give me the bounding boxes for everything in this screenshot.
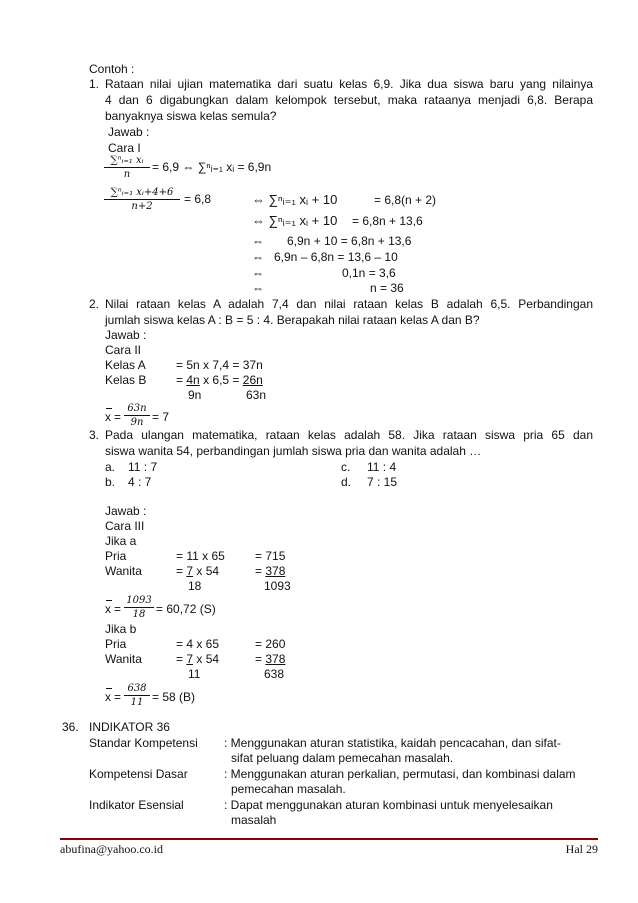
mean-bar [106,600,112,601]
sum-value: 638 [264,667,285,681]
row-label: Wanita [105,564,142,578]
option-letter: c. [341,460,351,474]
question-text-line: banyaknya siswa kelas semula? [105,109,277,123]
sum-value: 1093 [264,579,291,593]
expression-middle: x 54 [196,652,220,666]
equals-sign: = [114,410,122,424]
underlined-value: 7 [186,564,194,578]
fraction-denominator: n+2 [104,199,180,213]
fraction [124,402,150,429]
option-letter: b. [105,475,116,489]
example-heading: Contoh : [89,62,135,76]
question-text-line: jumlah siswa kelas A : B = 5 : 4. Berapakah nilai rataan kelas A dan B? [105,313,480,327]
fraction [124,594,154,621]
equals-sign: = [114,602,122,616]
case-label: Jika a [105,534,137,548]
sum-value: 18 [188,579,202,593]
equals-sign: = [114,690,122,704]
result: = 58 (B) [152,690,196,704]
question-text-line: Nilai rataan kelas A adalah 7,4 dan nilai rataan kelas B adalah 6,5. Perbandingan [105,297,593,311]
indicator-label: Standar Kompetensi [89,736,198,750]
fraction-denominator: 9n [124,415,150,429]
fraction-numerator: 63n [127,403,147,414]
result: = 60,72 (S) [156,602,216,616]
equals-sign: = [176,564,184,578]
expression-middle: x 6,5 = [203,373,240,387]
footer-email: abufina@yahoo.co.id [60,842,164,856]
question-number: 2. [89,297,100,311]
equation-step-left: ⇔ ∑ⁿᵢ₌₁ xᵢ + 10 [252,213,338,228]
equation-step-right: 6,9n + 10 = 6,8n + 13,6 [287,234,412,248]
fraction-denominator: 11 [124,695,150,709]
section-number: 36. [62,720,79,734]
indicator-value: sifat peluang dalam pemecahan masalah. [231,751,454,765]
equation-step-left: ⇔ [252,234,264,248]
equation-step-right: = 6,8n + 13,6 [352,214,423,228]
equation-step-right: = 6,8(n + 2) [374,193,437,207]
equation-step-left: ⇔ [252,250,264,264]
equation-step-right: 0,1n = 3,6 [342,266,396,280]
fraction-denominator: 18 [124,607,154,621]
answer-label: Jawab : [105,328,147,342]
fraction-numerator: ∑ⁿᵢ₌₁ xᵢ [110,155,144,166]
section-title: INDIKATOR 36 [89,720,170,734]
page-number: Hal 29 [565,842,598,856]
indicator-value: masalah [231,813,277,827]
underlined-value: 26n [242,373,263,387]
fraction [104,186,180,213]
mean-symbol: x [105,410,111,424]
footer-divider [60,838,598,840]
question-number: 3. [89,428,100,442]
row-result: = 260 [255,637,286,651]
indicator-value: : Menggunakan aturan perkalian, permutasi, dan kombinasi dalam [224,767,576,781]
mean-bar [106,408,112,409]
row-result: = 715 [255,549,286,563]
underlined-value: 7 [186,652,194,666]
option-letter: d. [341,475,352,489]
equation-step-right: n = 36 [370,281,404,295]
row-expression: = 4 x 65 [176,637,220,651]
row-result [255,564,285,579]
equation-step-right: 6,9n – 6,8n = 13,6 – 10 [274,250,398,264]
underlined-value: 378 [265,652,286,666]
question-text-line: 4 dan 6 digabungkan dalam kelompok tersebut, maka rataanya menjadi 6,8. Berapa [105,93,593,107]
equation-step-left: ⇔ ∑ⁿᵢ₌₁ xᵢ + 10 [252,192,338,207]
sum-value: 11 [188,667,201,681]
option-value: 11 : 7 [128,460,158,474]
method-label: Cara I [108,141,141,155]
case-label: Jika b [105,622,137,636]
row-label: Pria [105,637,127,651]
fraction [104,154,150,181]
row-expression [176,373,263,388]
indicator-label: Kompetensi Dasar [89,767,188,781]
expression-middle: x 54 [196,564,220,578]
fraction [124,682,150,709]
sum-value: 63n [246,388,267,402]
question-number: 1. [89,77,100,91]
option-value: 4 : 7 [128,475,152,489]
method-label: Cara II [105,343,142,357]
mean-symbol: x [105,690,111,704]
answer-label: Jawab : [108,125,150,139]
underlined-value: 4n [186,373,200,387]
fraction-numerator: 638 [127,683,147,694]
question-text-line: Pada ulangan matematika, rataan kelas adalah 58. Jika rataan siswa pria 65 dan [105,428,593,442]
mean-symbol: x [105,602,111,616]
sum-value: 9n [188,388,202,402]
row-result [255,652,285,667]
method-label: Cara III [105,519,145,533]
underlined-value: 378 [265,564,286,578]
fraction-numerator: 1093 [126,595,152,606]
row-label: Wanita [105,652,142,666]
equals-sign: = [255,564,263,578]
row-expression: = 5n x 7,4 = 37n [176,358,263,372]
equals-sign: = [176,373,184,387]
question-text-line: siswa wanita 54, perbandingan jumlah siswa pria dan wanita adalah … [105,444,482,458]
option-value: 7 : 15 [367,475,398,489]
question-text-line: Rataan nilai ujian matematika dari suatu kelas 6,9. Jika dua siswa baru yang nilainya [105,77,593,91]
equation-step-left: ⇔ [252,281,264,295]
row-expression [176,652,219,667]
row-expression: = 11 x 65 [176,549,225,563]
equation-rhs: = 6,9 ⇔ ∑ⁿᵢ₌₁ xᵢ = 6,9n [152,160,272,174]
mean-bar [106,688,112,689]
option-letter: a. [105,460,116,474]
row-label: Kelas A [105,358,146,372]
indicator-value: : Menggunakan aturan statistika, kaidah pencacahan, dan sifat- [224,736,561,750]
fraction-denominator: n [104,167,150,181]
equals-sign: = [255,652,263,666]
equation-rhs: = 6,8 [184,192,212,206]
result: = 7 [152,410,170,424]
row-label: Pria [105,549,127,563]
indicator-value: pemecahan masalah. [231,782,346,796]
row-label: Kelas B [105,373,147,387]
indicator-value: : Dapat menggunakan aturan kombinasi untuk menyelesaikan [224,798,553,812]
equals-sign: = [176,652,184,666]
option-value: 11 : 4 [367,460,397,474]
indicator-label: Indikator Esensial [89,798,184,812]
answer-label: Jawab : [105,504,147,518]
equation-step-left: ⇔ [252,266,264,280]
row-expression [176,564,219,579]
fraction-numerator: ∑ⁿᵢ₌₁ xᵢ+4+6 [110,187,174,198]
